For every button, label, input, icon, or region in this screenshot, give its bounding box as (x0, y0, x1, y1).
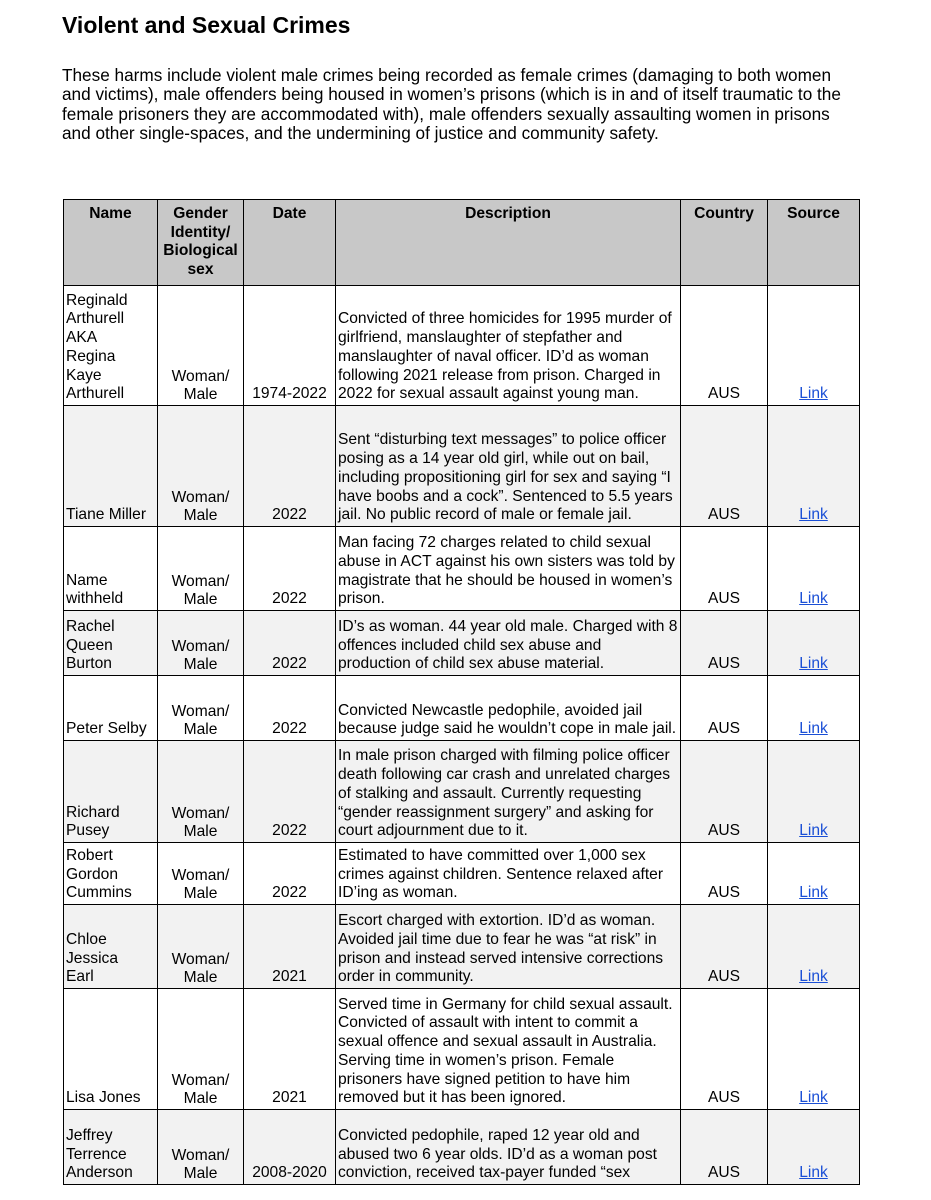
cell-date: 1974-2022 (244, 286, 336, 406)
cell-date: 2022 (244, 843, 336, 905)
cell-description: ID’s as woman. 44 year old male. Charged with 8 offences included child sex abuse and production of child sex abuse material. (336, 611, 681, 676)
cell-description: Sent “disturbing text messages” to police officer posing as a 14 year old girl, while out on bail, including propositioning girl for sex and saying “I have boobs and a cock”. Sentenced to 5.5 years jail. No public record of male or female jail. (336, 406, 681, 527)
cell-description: Served time in Germany for child sexual assault. Convicted of assault with intent to commit a sexual offence and sexual assault in Australia. Serving time in women’s prison. Female prisoners have signed petition to have him removed but it has been ignored. (336, 989, 681, 1110)
cell-source (768, 527, 860, 611)
cell-description: Estimated to have committed over 1,000 sex crimes against children. Sentence relaxed after ID’ing as woman. (336, 843, 681, 905)
cell-description: In male prison charged with filming police officer death following car crash and unrelated charges of stalking and assault. Currently requesting “gender reassignment surgery” and asking for court adjournment due to it. (336, 741, 681, 843)
cell-gender: Woman/ Male (158, 676, 244, 741)
cell-description: Escort charged with extortion. ID’d as woman. Avoided jail time due to fear he was “at risk” in prison and instead served intensive corrections order in community. (336, 905, 681, 989)
cell-description: Convicted Newcastle pedophile, avoided jail because judge said he wouldn’t cope in male jail. (336, 676, 681, 741)
header-source: Source (768, 200, 860, 286)
page-title: Violent and Sexual Crimes (62, 12, 351, 38)
cell-date: 2022 (244, 676, 336, 741)
cell-country: AUS (681, 527, 768, 611)
cell-description: Convicted of three homicides for 1995 murder of girlfriend, manslaughter of stepfather and manslaughter of naval officer. ID’d as woman following 2021 release from prison. Charged in 2022 for sexual assault against young man. (336, 286, 681, 406)
cell-gender: Woman/ Male (158, 611, 244, 676)
cell-gender: Woman/ Male (158, 989, 244, 1110)
cell-country: AUS (681, 676, 768, 741)
header-date: Date (244, 200, 336, 286)
cell-country: AUS (681, 905, 768, 989)
table-row (64, 406, 860, 527)
cell-gender: Woman/ Male (158, 406, 244, 527)
cell-name: Peter Selby (64, 676, 158, 741)
cell-country: AUS (681, 741, 768, 843)
cell-name: Lisa Jones (64, 989, 158, 1110)
cell-name: Chloe Jessica Earl (64, 905, 158, 989)
cell-date: 2008-2020 (244, 1110, 336, 1185)
cell-gender: Woman/ Male (158, 286, 244, 406)
source-link[interactable]: Link (799, 968, 828, 986)
source-link[interactable]: Link (799, 720, 828, 738)
cell-country: AUS (681, 611, 768, 676)
source-link[interactable]: Link (799, 506, 828, 524)
table-row (64, 843, 860, 905)
cell-gender: Woman/ Male (158, 741, 244, 843)
cell-gender: Woman/ Male (158, 527, 244, 611)
cell-source (768, 741, 860, 843)
header-country: Country (681, 200, 768, 286)
table-row (64, 989, 860, 1110)
cell-source (768, 286, 860, 406)
cell-name: Jeffrey Terrence Anderson (64, 1110, 158, 1185)
crimes-table (63, 199, 860, 1185)
cell-description: Convicted pedophile, raped 12 year old and abused two 6 year olds. ID’d as a woman post conviction, received tax-payer funded “sex (336, 1110, 681, 1185)
table-row (64, 905, 860, 989)
cell-name: Rachel Queen Burton (64, 611, 158, 676)
table-row (64, 286, 860, 406)
cell-source (768, 406, 860, 527)
cell-gender: Woman/ Male (158, 905, 244, 989)
source-link[interactable]: Link (799, 385, 828, 403)
cell-country: AUS (681, 843, 768, 905)
source-link[interactable]: Link (799, 884, 828, 902)
cell-name: Tiane Miller (64, 406, 158, 527)
cell-description: Man facing 72 charges related to child sexual abuse in ACT against his own sisters was told by magistrate that he should be housed in women’s prison. (336, 527, 681, 611)
source-link[interactable]: Link (799, 1164, 828, 1182)
cell-country: AUS (681, 1110, 768, 1185)
cell-source (768, 905, 860, 989)
table-row (64, 741, 860, 843)
cell-country: AUS (681, 286, 768, 406)
cell-date: 2021 (244, 905, 336, 989)
cell-name: Name withheld (64, 527, 158, 611)
cell-name: Robert Gordon Cummins (64, 843, 158, 905)
cell-source (768, 676, 860, 741)
cell-source (768, 1110, 860, 1185)
source-link[interactable]: Link (799, 1089, 828, 1107)
cell-country: AUS (681, 406, 768, 527)
header-gender: Gender Identity/ Biological sex (158, 200, 244, 286)
source-link[interactable]: Link (799, 822, 828, 840)
cell-date: 2021 (244, 989, 336, 1110)
header-description: Description (336, 200, 681, 286)
cell-name: Richard Pusey (64, 741, 158, 843)
cell-gender: Woman/ Male (158, 843, 244, 905)
cell-source (768, 989, 860, 1110)
intro-paragraph: These harms include violent male crimes being recorded as female crimes (damaging to both women and victims), male offenders being housed in women’s prisons (which is in and of itself traumatic to the female prisoners they are accommodated with), male offenders sexually assaulting women in prisons and other single-spaces, and the undermining of justice and community safety. (62, 65, 841, 144)
cell-date: 2022 (244, 406, 336, 527)
cell-name: Reginald Arthurell AKA Regina Kaye Arthurell (64, 286, 158, 406)
cell-date: 2022 (244, 527, 336, 611)
header-name: Name (64, 200, 158, 286)
table-row (64, 611, 860, 676)
table-row (64, 527, 860, 611)
cell-date: 2022 (244, 741, 336, 843)
source-link[interactable]: Link (799, 655, 828, 673)
cell-source (768, 843, 860, 905)
cell-source (768, 611, 860, 676)
table-row (64, 1110, 860, 1185)
cell-country: AUS (681, 989, 768, 1110)
table-header-row (64, 200, 860, 286)
cell-date: 2022 (244, 611, 336, 676)
cell-gender: Woman/ Male (158, 1110, 244, 1185)
source-link[interactable]: Link (799, 590, 828, 608)
table-row (64, 676, 860, 741)
